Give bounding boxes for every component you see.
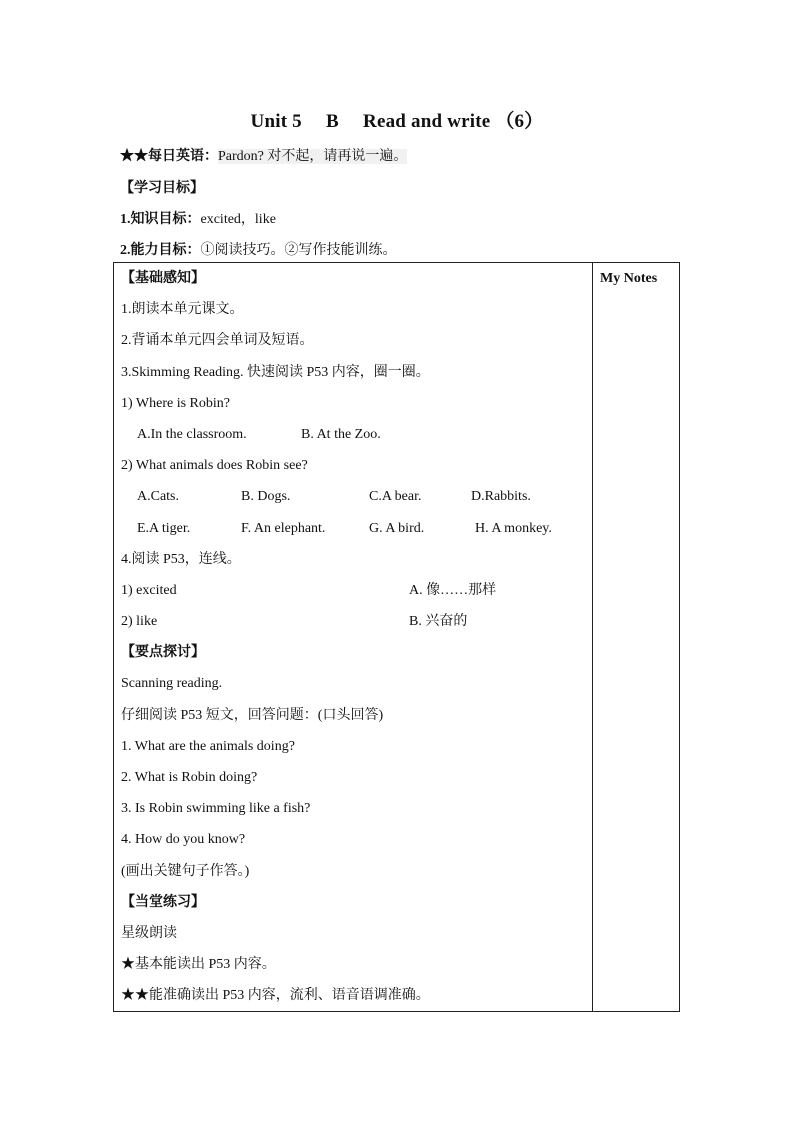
daily-english-text: Pardon? 对不起，请再说一遍。 bbox=[218, 149, 408, 164]
column-divider bbox=[592, 263, 593, 1011]
practice-item-1: ★基本能读出 P53 内容。 bbox=[121, 957, 276, 973]
goal-knowledge-text: excited，like bbox=[200, 212, 276, 227]
goal-ability-text: ①阅读技巧。②写作技能训练。 bbox=[200, 243, 397, 258]
daily-english-label: ★★每日英语： bbox=[120, 149, 218, 164]
goal-ability-label: 2.能力目标： bbox=[120, 243, 201, 258]
basic-item-1: 1.朗读本单元课文。 bbox=[121, 302, 244, 318]
q2-option-b: B. Dogs. bbox=[241, 489, 291, 505]
question-2-options-row-2 bbox=[121, 513, 591, 544]
basic-item-2: 2.背诵本单元四会单词及短语。 bbox=[121, 333, 314, 349]
worksheet-content bbox=[121, 263, 591, 1012]
key-subtitle: Scanning reading. bbox=[121, 676, 223, 692]
q2-option-h: H. A monkey. bbox=[475, 520, 552, 536]
practice-item-2: ★★能准确读出 P53 内容，流利、语音语调准确。 bbox=[121, 988, 430, 1004]
q2-option-d: D.Rabbits. bbox=[471, 489, 531, 505]
goal-ability bbox=[120, 239, 397, 259]
basic-item-3: 3.Skimming Reading. 快速阅读 P53 内容，圈一圈。 bbox=[121, 364, 430, 380]
matching-right-2: B. 兴奋的 bbox=[409, 614, 468, 630]
practice-subtitle: 星级朗读 bbox=[121, 925, 177, 941]
matching-row-2 bbox=[121, 606, 591, 637]
key-question-2: 2. What is Robin doing? bbox=[121, 770, 258, 785]
key-instruction: 仔细阅读 P53 短文，回答问题：(口头回答) bbox=[121, 707, 384, 723]
worksheet-table bbox=[113, 262, 680, 1012]
goal-knowledge-label: 1.知识目标： bbox=[120, 212, 201, 227]
question-2: 2) What animals does Robin see? bbox=[121, 458, 308, 474]
q1-option-a: A.In the classroom. bbox=[137, 426, 247, 442]
my-notes-heading: My Notes bbox=[600, 271, 658, 286]
question-1-options bbox=[121, 419, 591, 450]
key-question-1: 1. What are the animals doing? bbox=[121, 738, 295, 754]
section-basic-heading: 【基础感知】 bbox=[121, 271, 205, 286]
goals-heading: 【学习目标】 bbox=[120, 181, 204, 196]
key-note: (画出关键句子作答。) bbox=[121, 863, 250, 879]
q2-option-c: C.A bear. bbox=[369, 489, 422, 505]
section-key-heading: 【要点探讨】 bbox=[121, 645, 205, 661]
goal-knowledge bbox=[120, 208, 276, 228]
daily-english bbox=[120, 145, 407, 165]
matching-right-1: A. 像……那样 bbox=[409, 582, 497, 598]
key-question-4: 4. How do you know? bbox=[121, 832, 246, 848]
question-2-options-row-1 bbox=[121, 481, 591, 512]
q2-option-e: E.A tiger. bbox=[137, 520, 191, 536]
q2-option-f: F. An elephant. bbox=[241, 520, 326, 536]
section-practice-heading: 【当堂练习】 bbox=[121, 894, 205, 910]
question-1: 1) Where is Robin? bbox=[121, 395, 230, 411]
q2-option-g: G. A bird. bbox=[369, 520, 425, 536]
matching-heading: 4.阅读 P53，连线。 bbox=[121, 551, 241, 567]
key-question-3: 3. Is Robin swimming like a fish? bbox=[121, 801, 311, 817]
matching-left-1: 1) excited bbox=[121, 582, 177, 598]
matching-left-2: 2) like bbox=[121, 614, 158, 630]
q2-option-a: A.Cats. bbox=[137, 489, 179, 505]
page-title: Unit 5 B Read and write （6） bbox=[250, 111, 544, 132]
matching-row-1 bbox=[121, 575, 591, 606]
q1-option-b: B. At the Zoo. bbox=[301, 426, 381, 442]
